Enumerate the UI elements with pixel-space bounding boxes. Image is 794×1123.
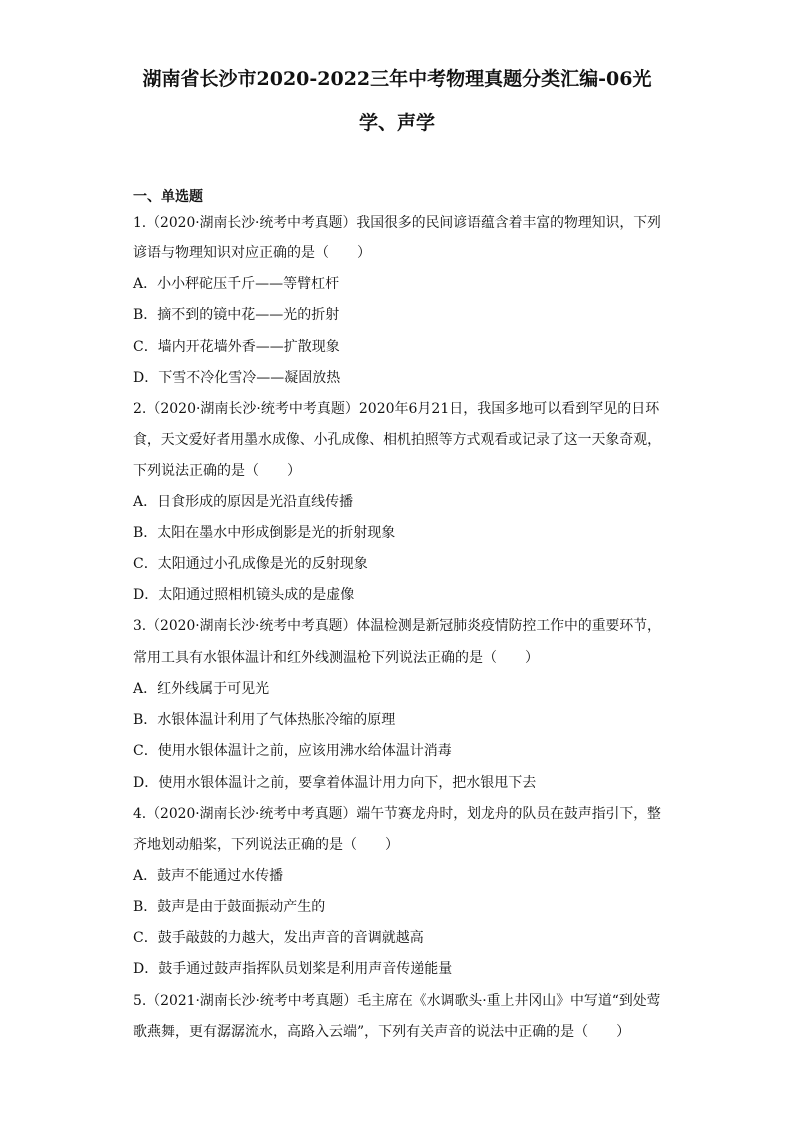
option-line: D．鼓手通过鼓声指挥队员划桨是利用声音传递能量 bbox=[133, 961, 453, 977]
option-line: B．太阳在墨水中形成倒影是光的折射现象 bbox=[133, 525, 396, 541]
document-title-line-1: 湖南省长沙市2020-2022三年中考物理真题分类汇编-06光 bbox=[142, 68, 652, 90]
option-line: C．使用水银体温计之前，应该用沸水给体温计消毒 bbox=[133, 743, 452, 759]
section-heading: 一、单选题 bbox=[133, 189, 203, 205]
option-line: C．太阳通过小孔成像是光的反射现象 bbox=[133, 556, 368, 572]
text-line: 1.（2020·湖南长沙·统考中考真题）我国很多的民间谚语蕴含着丰富的物理知识，下列 bbox=[133, 215, 661, 231]
text-line: 4.（2020·湖南长沙·统考中考真题）端午节赛龙舟时，划龙舟的队员在鼓声指引下，整 bbox=[133, 806, 661, 822]
document-title-line-2: 学、声学 bbox=[358, 112, 435, 134]
option-line: A．红外线属于可见光 bbox=[133, 681, 270, 697]
option-line: B．鼓声是由于鼓面振动产生的 bbox=[133, 899, 326, 915]
text-line: 2.（2020·湖南长沙·统考中考真题）2020年6月21日，我国多地可以看到罕见的日环 bbox=[133, 401, 660, 417]
option-line: A．小小秤砣压千斤——等臂杠杆 bbox=[133, 276, 340, 292]
text-line: 谚语与物理知识对应正确的是（ ） bbox=[133, 245, 371, 261]
text-line: 歌燕舞，更有潺潺流水，高路入云端”，下列有关声音的说法中正确的是（ ） bbox=[133, 1024, 631, 1040]
option-line: D．下雪不冷化雪冷——凝固放热 bbox=[133, 370, 341, 386]
option-line: A．日食形成的原因是光沿直线传播 bbox=[133, 494, 354, 510]
option-line: C．鼓手敲鼓的力越大，发出声音的音调就越高 bbox=[133, 930, 424, 946]
text-line: 5.（2021·湖南长沙·统考中考真题）毛主席在《水调歌头·重上井冈山》中写道“到处莺 bbox=[133, 993, 661, 1009]
option-line: D．使用水银体温计之前，要拿着体温计用力向下，把水银甩下去 bbox=[133, 775, 537, 791]
option-line: D．太阳通过照相机镜头成的是虚像 bbox=[133, 587, 355, 603]
option-line: C．墙内开花墙外香——扩散现象 bbox=[133, 339, 340, 355]
text-line: 常用工具有水银体温计和红外线测温枪下列说法正确的是（ ） bbox=[133, 650, 539, 666]
text-line: 3.（2020·湖南长沙·统考中考真题）体温检测是新冠肺炎疫情防控工作中的重要环节， bbox=[133, 618, 661, 634]
option-line: B．摘不到的镜中花——光的折射 bbox=[133, 307, 340, 323]
text-line: 食，天文爱好者用墨水成像、小孔成像、相机拍照等方式观看或记录了这一天象奇观， bbox=[133, 432, 662, 448]
text-line: 齐地划动船桨，下列说法正确的是（ ） bbox=[133, 837, 399, 853]
option-line: B．水银体温计利用了气体热胀冷缩的原理 bbox=[133, 712, 396, 728]
text-line: 下列说法正确的是（ ） bbox=[133, 463, 301, 479]
option-line: A．鼓声不能通过水传播 bbox=[133, 868, 284, 884]
